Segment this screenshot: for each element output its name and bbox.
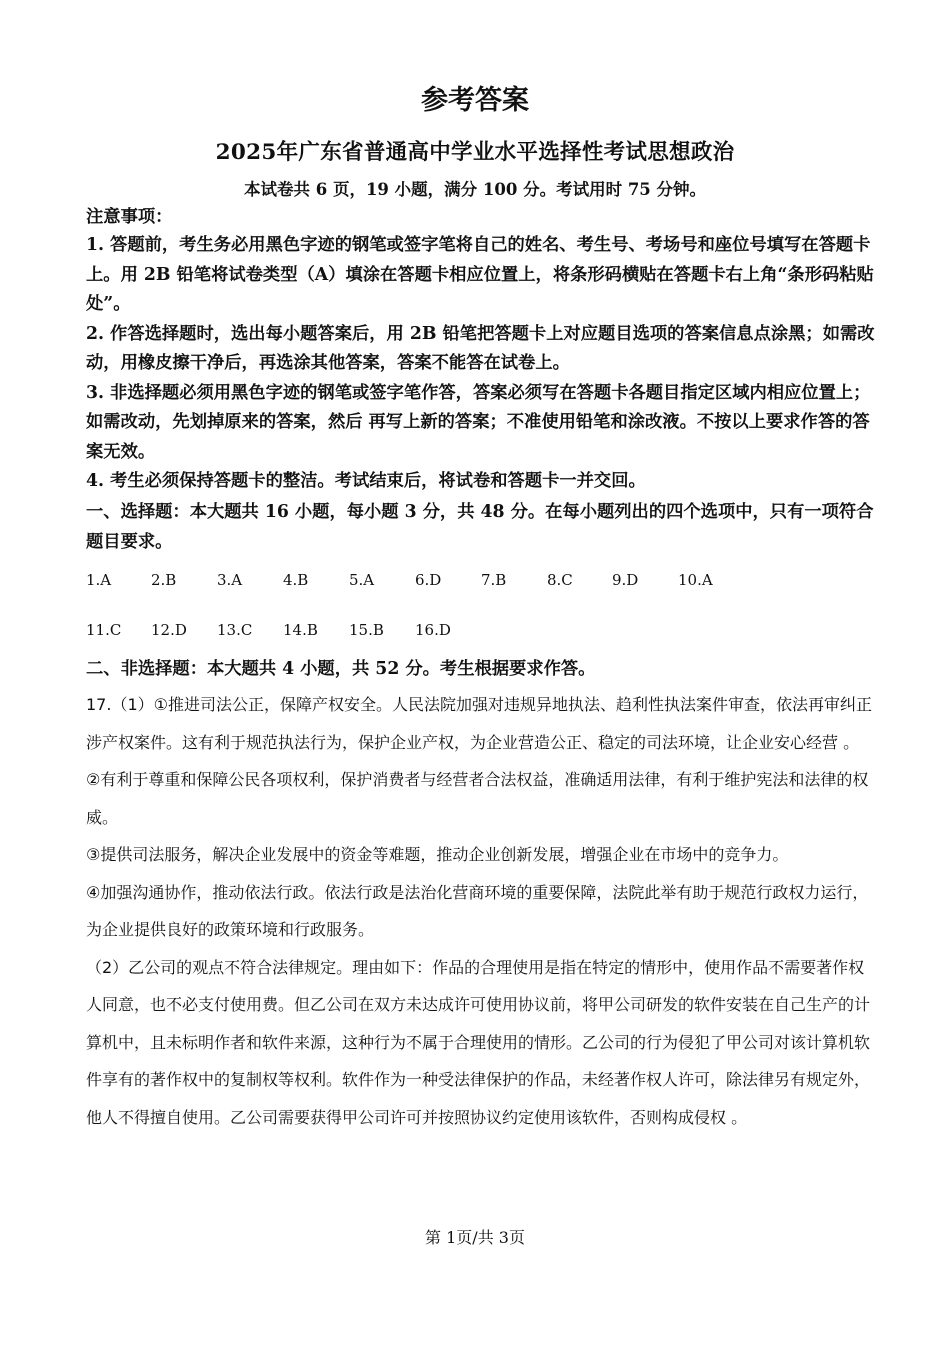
answer-item: 5.A: [349, 571, 375, 589]
answer-paragraph: ④加强沟通协作，推动依法行政。依法行政是法治化营商环境的重要保障，法院此举有助于规范行政权力运行，为企业提供良好的政策环境和行政服务。: [86, 882, 869, 939]
exam-subtitle: 2025年广东省普通高中学业水平选择性考试思想政治: [215, 140, 735, 165]
exam-info: 本试卷共 6 页，19 小题，满分 100 分。考试用时 75 分钟。: [243, 180, 707, 199]
document-title: 参考答案: [421, 85, 529, 116]
answer-paragraph: ②有利于尊重和保障公民各项权利，保护消费者与经营者合法权益，准确适用法律，有利于维护宪法和法律的权威。: [86, 770, 869, 827]
answer-item: 6.D: [415, 571, 442, 589]
answer-item: 9.D: [612, 571, 639, 589]
answer-item: 4.B: [283, 571, 309, 589]
answer-item: 11.C: [86, 621, 122, 639]
answer-item: 15.B: [349, 621, 384, 639]
answer-paragraph: （2）乙公司的观点不符合法律规定。理由如下：作品的合理使用是指在特定的情形中，使用作品不需要著作权人同意，也不必支付使用费。但乙公司在双方未达成许可使用协议前，将甲公司研发的软件安装在自己生产的计算机中，且未标明作者和软件来源，这种行为不属于合理使用的情形。乙公司的行为侵犯了甲公司对该计算机软件享有的著作权中的复制权等权利。软件作为一种受法律保护的作品，未经著作权人许可，除法律另有规定外，他人不得擅自使用。乙公司需要获得甲公司许可并按照协议约定使用该软件，否则构成侵权 。: [86, 957, 871, 1127]
answer-item: 2.B: [151, 571, 177, 589]
notice-item-4: 4. 考生必须保持答题卡的整洁。考试结束后，将试卷和答题卡一并交回。: [86, 471, 646, 491]
notice-item-2: 2. 作答选择题时，选出每小题答案后，用 2B 铅笔把答题卡上对应题目选项的答案信息点涂黑；如需改动，用橡皮擦干净后，再选涂其他答案，答案不能答在试卷上。: [86, 323, 875, 373]
answer-paragraph: ③提供司法服务，解决企业发展中的资金等难题，推动企业创新发展，增强企业在市场中的竞争力。: [86, 845, 789, 864]
notice-item-1: 1. 答题前，考生务必用黑色字迹的钢笔或签字笔将自己的姓名、考生号、考场号和座位号填写在答题卡上。用 2B 铅笔将试卷类型（A）填涂在答题卡相应位置上，将条形码横贴在答题卡右上角“条形码粘贴处”。: [86, 235, 874, 314]
answer-item: 12.D: [151, 621, 187, 639]
notice-list: [86, 231, 876, 497]
page-number: 第 1页/共 3页: [425, 1228, 525, 1247]
answer-item: 1.A: [86, 571, 112, 589]
notice-heading: 注意事项：: [86, 207, 173, 227]
answer-item: 14.B: [283, 621, 318, 639]
section2-heading: 二、非选择题：本大题共 4 小题，共 52 分。考生根据要求作答。: [86, 659, 596, 679]
answer-body: [86, 686, 876, 1136]
answer-item: 13.C: [217, 621, 253, 639]
answer-item: 3.A: [217, 571, 243, 589]
answer-item: 7.B: [481, 571, 507, 589]
answer-paragraph: 17.（1）①推进司法公正，保障产权安全。人民法院加强对违规异地执法、趋利性执法案件审查，依法再审纠正涉产权案件。这有利于规范执法行为，保护企业产权，为企业营造公正、稳定的司法环境，让企业安心经营 。: [86, 695, 872, 752]
notice-item-3: 3. 非选择题必须用黑色字迹的钢笔或签字笔作答，答案必须写在答题卡各题目指定区域内相应位置上；如需改动，先划掉原来的答案，然后 再写上新的答案；不准使用铅笔和涂改液。不按以上要求作答的答案无效。: [86, 382, 871, 462]
answer-item: 8.C: [547, 571, 573, 589]
answer-item: 10.A: [678, 571, 713, 589]
answer-item: 16.D: [415, 621, 451, 639]
section1-heading: 一、选择题：本大题共 16 小题，每小题 3 分，共 48 分。在每小题列出的四个选项中，只有一项符合题目要求。: [86, 502, 874, 552]
